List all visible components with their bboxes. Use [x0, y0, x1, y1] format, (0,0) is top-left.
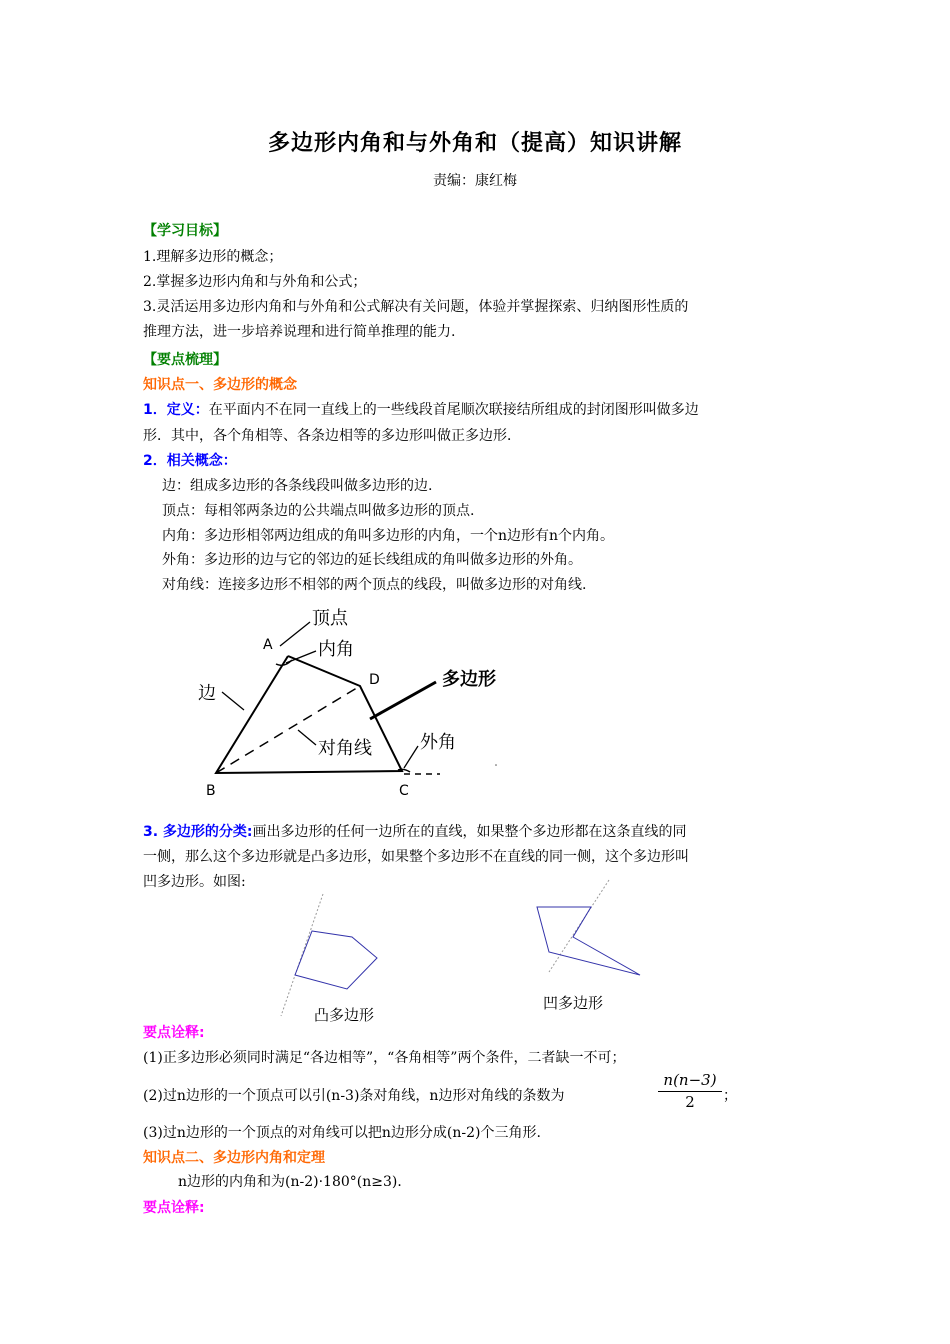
concept-vertex: 顶点：每相邻两条边的公共端点叫做多边形的顶点.	[162, 503, 475, 519]
label-interior: 内角	[318, 639, 354, 660]
vertex-D: D	[369, 672, 380, 688]
definition-label: 1．定义：	[143, 402, 209, 418]
diagonal-count-fraction	[658, 1071, 722, 1111]
exterior-pointer	[404, 746, 418, 768]
definition-text-cont: 形．其中，各个角相等、各条边相等的多边形叫做正多边形．	[143, 428, 521, 444]
kp1-heading: 知识点一、多边形的概念	[143, 377, 297, 393]
page-title: 多边形内角和与外角和（提高）知识讲解	[267, 131, 682, 156]
vertex-C: C	[399, 783, 409, 799]
concept-exterior-angle: 外角：多边形的边与它的邻边的延长线组成的角叫做多边形的外角。	[162, 552, 582, 568]
label-polygon: 多边形	[442, 669, 496, 690]
kp2-heading: 知识点二、多边形内角和定理	[143, 1150, 325, 1166]
vertex-A: A	[263, 637, 273, 653]
related-concepts-label: 2．相关概念：	[143, 453, 237, 469]
polygon-pointer	[370, 682, 436, 719]
classification-text-cont: 凹多边形。如图:	[143, 874, 246, 890]
label-exterior: 外角	[420, 732, 456, 753]
label-side: 边	[198, 683, 216, 704]
concept-side: 边：组成多边形的各条线段叫做多边形的边.	[162, 478, 433, 494]
label-diagonal: 对角线	[318, 738, 372, 759]
fraction-numerator: n(n−3)	[658, 1071, 722, 1092]
classification-text: 画出多边形的任何一边所在的直线，如果整个多边形都在这条直线的同	[252, 824, 687, 840]
classification-text-cont: 一侧，那么这个多边形就是凸多边形，如果整个多边形不在直线的同一侧，这个多边形叫	[143, 849, 689, 865]
classification-label: 3. 多边形的分类:	[143, 824, 253, 840]
goal-item: 1.理解多边形的概念；	[143, 249, 283, 265]
concept-interior-angle: 内角：多边形相邻两边组成的角叫多边形的内角，一个n边形有n个内角。	[162, 528, 615, 544]
diagonal-line	[216, 686, 360, 773]
classification-line	[143, 823, 687, 841]
concept-diagonal: 对角线：连接多边形不相邻的两个顶点的线段，叫做多边形的对角线.	[162, 577, 587, 593]
concave-polygon	[537, 907, 640, 975]
concave-support-line	[549, 880, 609, 972]
note-2-end: ；	[723, 1088, 737, 1104]
interior-sum-theorem: n边形的内角和为(n-2)·180°(n≥3)．	[178, 1174, 412, 1190]
goal-item: 推理方法，进一步培养说理和进行简单推理的能力.	[143, 324, 456, 340]
note-2: (2)过n边形的一个顶点可以引(n-3)条对角线，n边形对角线的条数为	[143, 1088, 565, 1104]
note-1: (1)正多边形必须同时满足“各边相等”，“各角相等”两个条件，二者缺一不可；	[143, 1050, 626, 1066]
note-3: (3)过n边形的一个顶点的对角线可以把n边形分成(n-2)个三角形.	[143, 1125, 541, 1141]
stray-dot	[495, 764, 497, 766]
goals-heading: 【学习目标】	[143, 223, 227, 239]
kp2-notes-heading: 要点诠释:	[143, 1200, 205, 1216]
convex-label: 凸多边形	[314, 1006, 375, 1024]
vertex-B: B	[206, 783, 216, 799]
vertex-pointer	[280, 622, 310, 646]
side-pointer	[222, 692, 244, 710]
editor-credit: 责编：康红梅	[433, 173, 517, 189]
concave-label: 凹多边形	[543, 994, 604, 1012]
label-vertex: 顶点	[312, 608, 348, 629]
goal-item: 2.掌握多边形内角和与外角和公式；	[143, 274, 367, 290]
convex-support-line	[281, 894, 323, 1016]
goal-item: 3.灵活运用多边形内角和与外角和公式解决有关问题，体验并掌握探索、归纳图形性质的	[143, 299, 689, 315]
diagonal-pointer	[298, 730, 316, 745]
definition-text: 在平面内不在同一直线上的一些线段首尾顺次联接结所组成的封闭图形叫做多边	[208, 402, 699, 418]
summary-heading: 【要点梳理】	[143, 352, 227, 368]
fraction-denominator: 2	[685, 1093, 695, 1111]
kp1-notes-heading: 要点诠释:	[143, 1025, 205, 1041]
